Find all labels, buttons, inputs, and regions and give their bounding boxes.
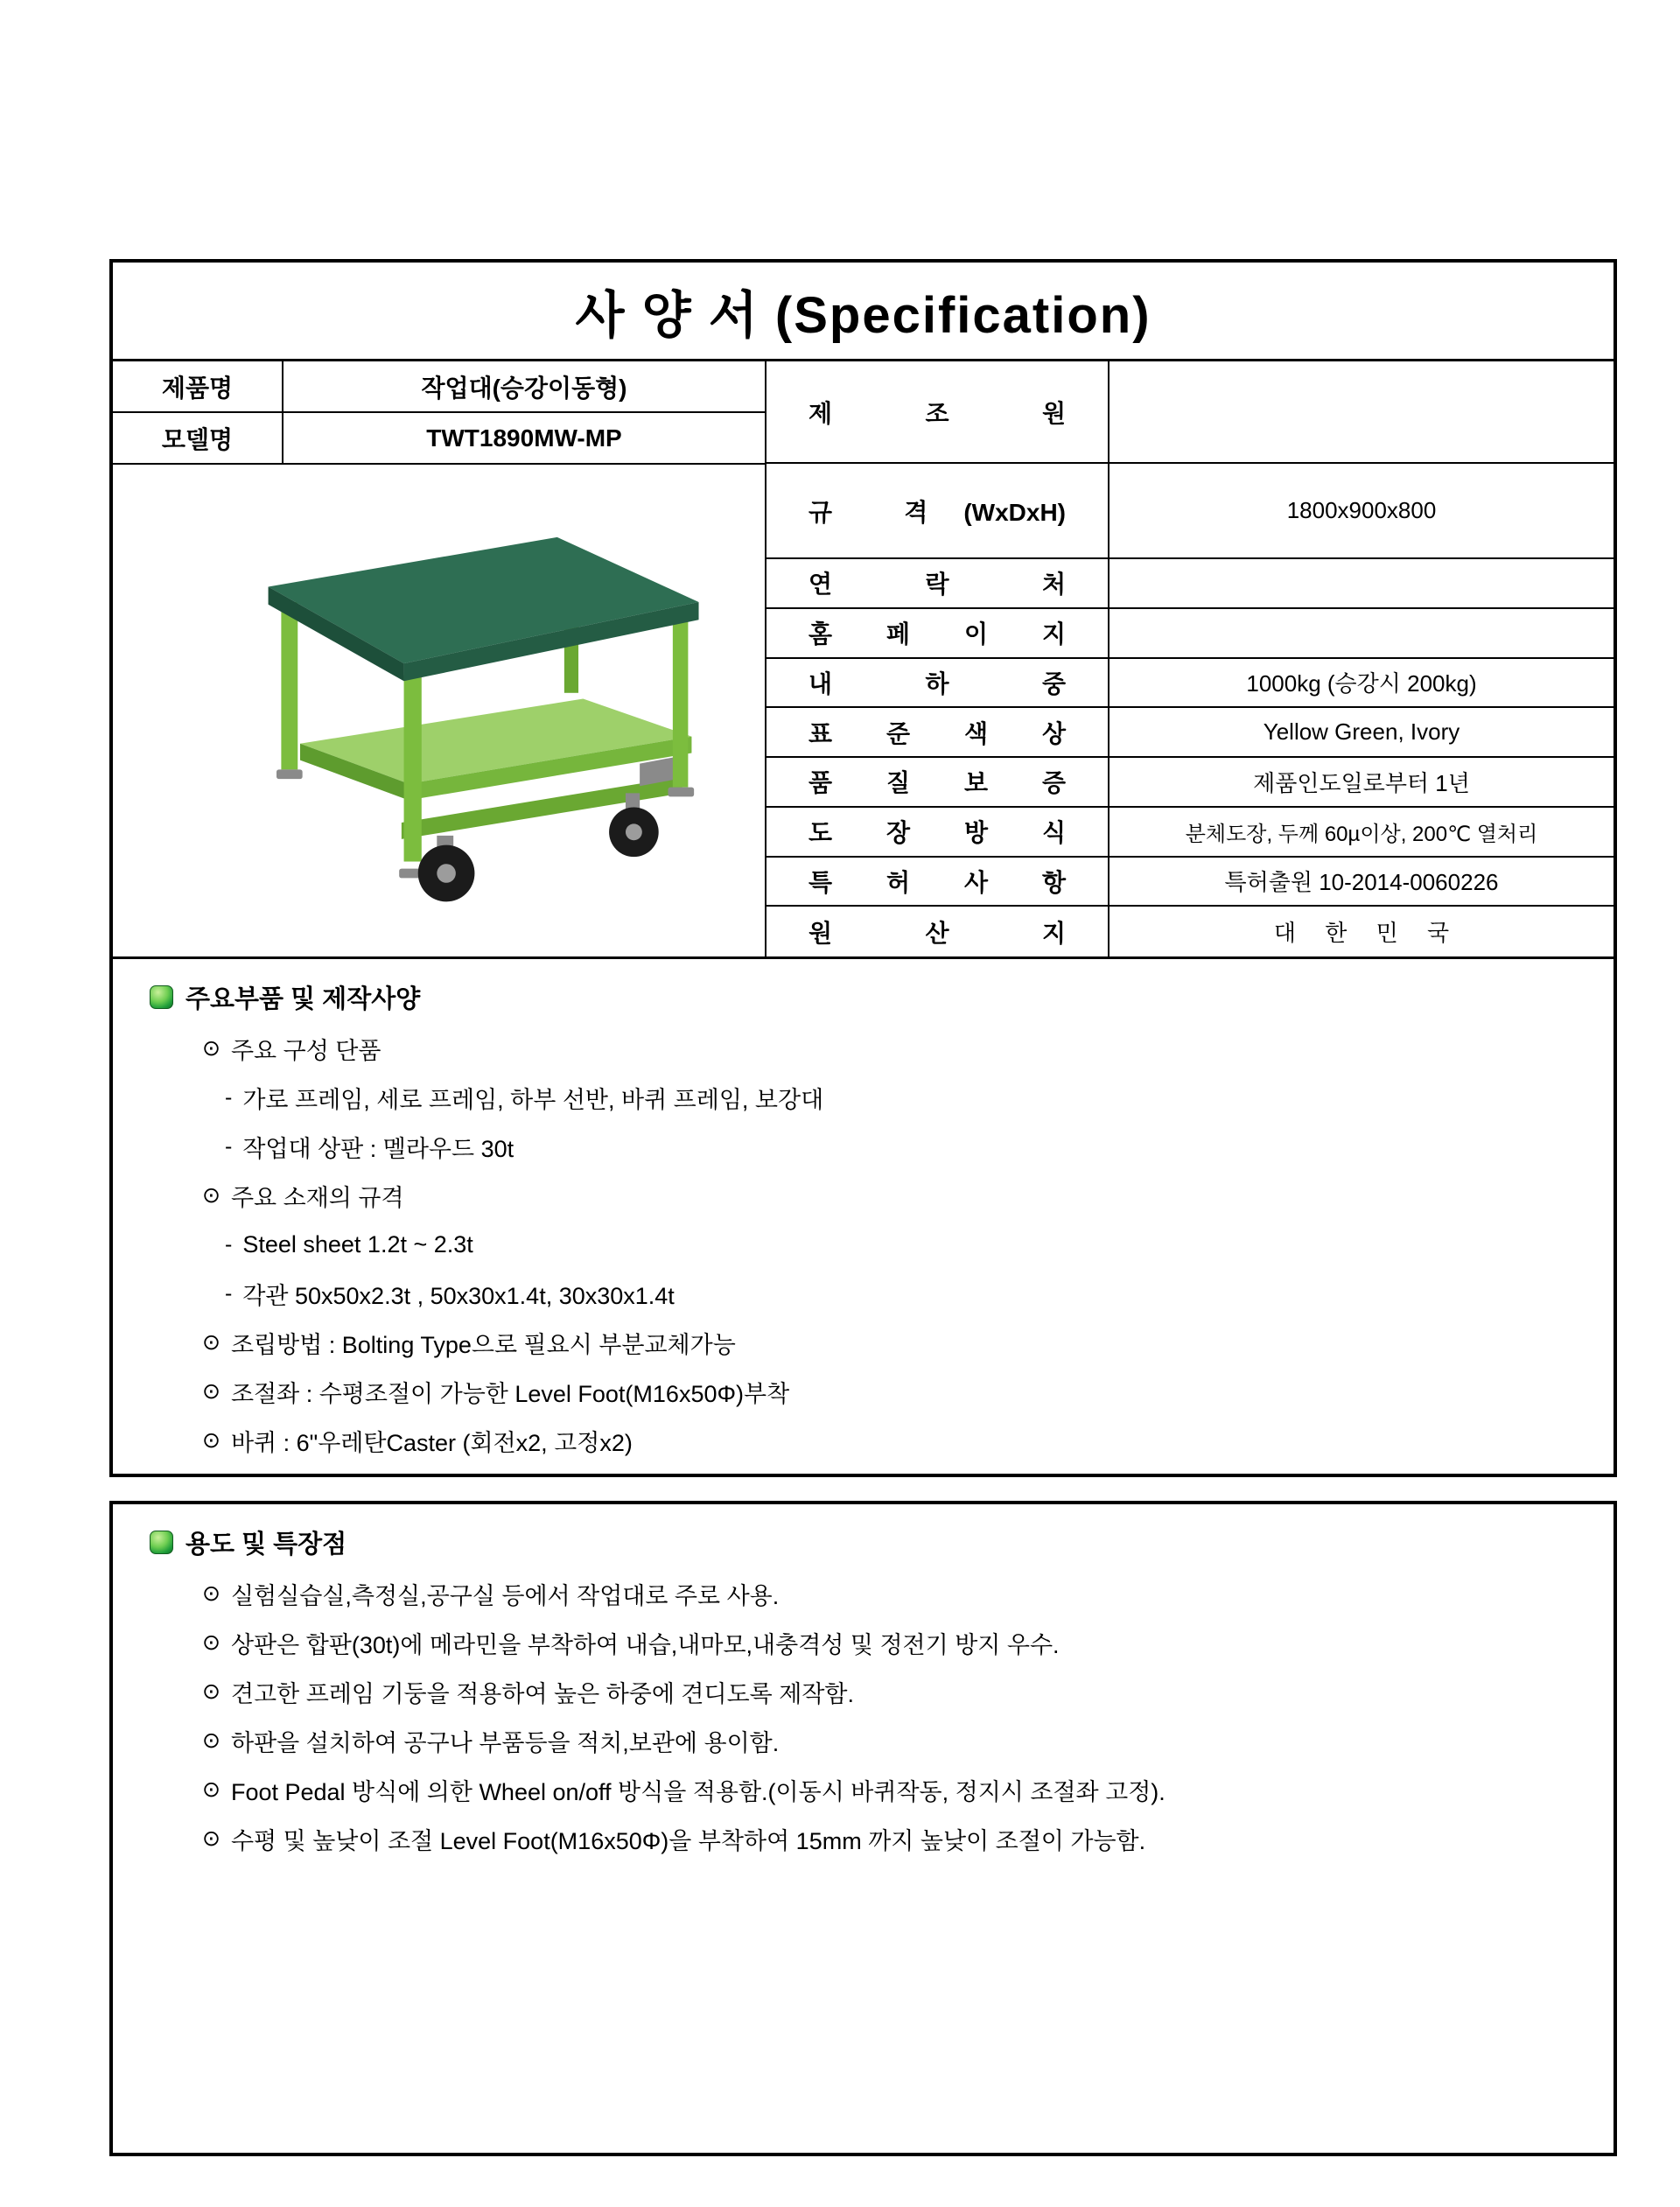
spec-table (113, 361, 1614, 959)
list-item: ⊙ 주요 소재의 규격 (202, 1182, 404, 1211)
list-item: - 작업대 상판 : 멜라우드 30t (225, 1133, 514, 1162)
size-value: 1800x900x800 (1286, 497, 1437, 524)
list-item: ⊙ 상판은 합판(30t)에 메라민을 부착하여 내습,내마모,내충격성 및 정전기 방지 우수. (202, 1629, 1060, 1658)
spec-row-warranty (766, 758, 1614, 808)
color-value: Yellow Green, Ivory (1263, 718, 1460, 746)
product-name-row (113, 361, 765, 413)
list-item: ⊙ 수평 및 높낮이 조절 Level Foot(M16x50Φ)을 부착하여 15mm 까지 높낮이 조절이 가능함. (202, 1825, 1146, 1854)
features-section (113, 1504, 1614, 1863)
spec-row-origin (766, 907, 1614, 956)
spec-row-patent (766, 858, 1614, 907)
green-orb-icon (150, 1531, 173, 1554)
spec-row-coating (766, 808, 1614, 858)
spec-row-homepage (766, 609, 1614, 659)
caster-hub-right (625, 823, 641, 840)
workbench-back-left-leg (281, 602, 298, 769)
bullet-icon: ⊙ (202, 1727, 220, 1753)
spec-row-maker (766, 361, 1614, 464)
contact-label: 연 락 처 (766, 559, 1110, 607)
spec-row-load (766, 659, 1614, 709)
green-orb-icon (150, 985, 173, 1009)
spec-row-size (766, 464, 1614, 559)
list-item: ⊙ 견고한 프레임 기둥을 적용하여 높은 하중에 견디도록 제작함. (202, 1678, 855, 1707)
bullet-icon: ⊙ (202, 1580, 220, 1606)
dash-icon: - (225, 1133, 233, 1159)
coating-value: 분체도장, 두께 60µ이상, 200℃ 열처리 (1185, 822, 1538, 846)
warranty-value: 제품인도일로부터 1년 (1253, 769, 1470, 796)
model-name-value: TWT1890MW-MP (426, 424, 622, 452)
maker-value (1110, 361, 1614, 462)
product-image (113, 465, 765, 956)
load-label: 내 하 중 (766, 659, 1110, 707)
spec-table-right (766, 361, 1614, 956)
bullet-icon: ⊙ (202, 1678, 220, 1704)
features-box (109, 1501, 1617, 2156)
spec-main-box (109, 259, 1617, 1477)
workbench-front-left-leg (403, 676, 421, 862)
leveling-foot-back-left (276, 769, 303, 779)
homepage-value (1110, 609, 1614, 657)
list-item: - Steel sheet 1.2t ~ 2.3t (225, 1230, 473, 1258)
bullet-icon: ⊙ (202, 1427, 220, 1453)
spec-table-left (113, 361, 766, 956)
list-item: ⊙ 바퀴 : 6"우레탄Caster (회전x2, 고정x2) (202, 1427, 633, 1456)
homepage-label: 홈 페 이 지 (766, 609, 1110, 657)
list-item: ⊙ Foot Pedal 방식에 의한 Wheel on/off 방식을 적용함.(이동시 바퀴작동, 정지시 조절좌 고정). (202, 1776, 1166, 1805)
model-name-row (113, 413, 765, 465)
list-item: ⊙ 실험실습실,측정실,공구실 등에서 작업대로 주로 사용. (202, 1580, 780, 1609)
dash-icon: - (225, 1084, 233, 1110)
leveling-foot-front-right (668, 788, 694, 797)
size-label: 규 격 (WxDxH) (766, 464, 1110, 557)
bullet-icon: ⊙ (202, 1035, 220, 1061)
load-value: 1000kg (승강시 200kg) (1246, 670, 1477, 697)
workbench-tabletop (268, 537, 698, 663)
bullet-icon: ⊙ (202, 1329, 220, 1355)
list-item: ⊙ 하판을 설치하여 공구나 부품등을 적치,보관에 용이함. (202, 1727, 780, 1756)
workbench-illustration (168, 498, 710, 923)
origin-label: 원 산 지 (766, 907, 1110, 956)
bullet-icon: ⊙ (202, 1629, 220, 1655)
bullet-icon: ⊙ (202, 1378, 220, 1404)
features-section-header (113, 1515, 1614, 1569)
bullet-icon: ⊙ (202, 1182, 220, 1208)
patent-value: 특허출원 10-2014-0060226 (1224, 869, 1499, 896)
bullet-icon: ⊙ (202, 1776, 220, 1802)
document-title: 사 양 서 (Specification) (575, 287, 1152, 344)
maker-label: 제 조 원 (766, 361, 1110, 462)
list-item: ⊙ 주요 구성 단품 (202, 1035, 382, 1064)
dash-icon: - (225, 1280, 233, 1306)
title-row (113, 263, 1614, 361)
model-name-label: 모델명 (113, 413, 284, 463)
list-item: ⊙ 조절좌 : 수평조절이 가능한 Level Foot(M16x50Φ)부착 (202, 1378, 790, 1407)
list-item: - 각관 50x50x2.3t , 50x30x1.4t, 30x30x1.4t (225, 1280, 675, 1309)
contact-value (1110, 559, 1614, 607)
coating-label: 도 장 방 식 (766, 808, 1110, 856)
bullet-icon: ⊙ (202, 1825, 220, 1851)
patent-label: 특 허 사 항 (766, 858, 1110, 906)
spec-row-color (766, 708, 1614, 758)
color-label: 표 준 색 상 (766, 708, 1110, 756)
list-item: - 가로 프레임, 세로 프레임, 하부 선반, 바퀴 프레임, 보강대 (225, 1084, 824, 1113)
parts-section (113, 959, 1614, 1465)
product-name-value: 작업대(승강이동형) (421, 374, 627, 402)
dash-icon: - (225, 1231, 233, 1257)
parts-section-title: 주요부품 및 제작사양 (186, 984, 421, 1013)
parts-section-header (113, 970, 1614, 1024)
origin-value: 대 한 민 국 (1273, 920, 1450, 947)
list-item: ⊙ 조립방법 : Bolting Type으로 필요시 부분교체가능 (202, 1329, 736, 1358)
warranty-label: 품 질 보 증 (766, 758, 1110, 806)
spec-row-contact (766, 559, 1614, 609)
caster-hub-front (437, 864, 456, 883)
product-name-label: 제품명 (113, 361, 284, 411)
features-section-title: 용도 및 특장점 (186, 1530, 347, 1559)
workbench-front-right-leg (672, 616, 688, 787)
